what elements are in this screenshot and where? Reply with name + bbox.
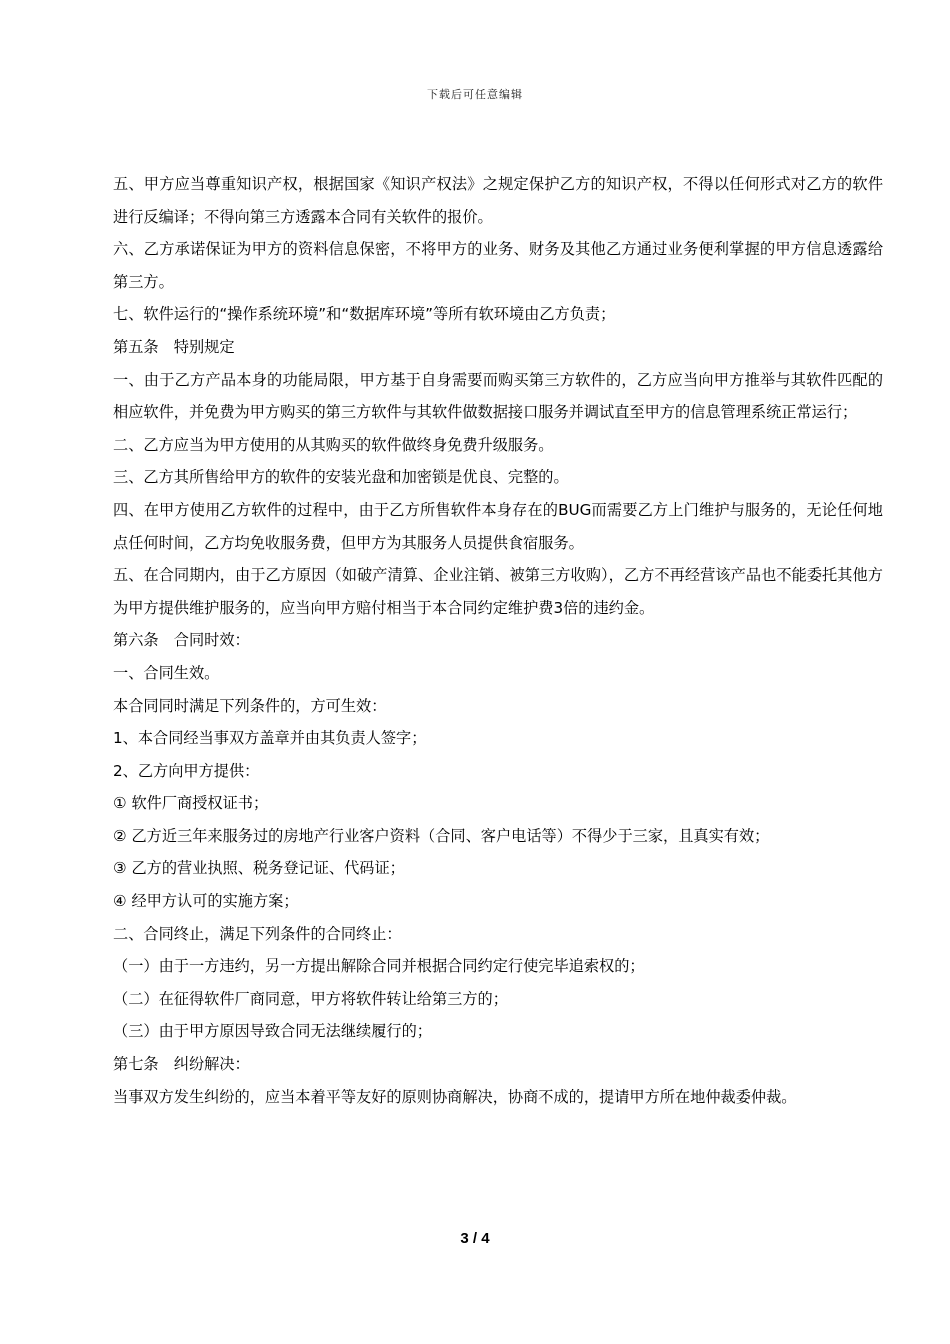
section-heading-article-7: 第七条 纠纷解决： bbox=[113, 1055, 250, 1074]
paragraph-effective-conditions: 本合同同时满足下列条件的，方可生效： bbox=[113, 696, 387, 715]
list-item-termination-1: （一）由于一方违约，另一方提出解除合同并根据合同约定行使完毕追索权的； bbox=[113, 957, 645, 976]
list-item-client-references: ② 乙方近三年来服务过的房地产行业客户资料（合同、客户电话等）不得少于三家，且真实有效； bbox=[113, 826, 770, 845]
page-header: 下载后可任意编辑 bbox=[427, 88, 523, 101]
paragraph-penalty: 五、在合同期内，由于乙方原因（如破产清算、企业注销、被第三方收购），乙方不再经营该产品也不能委托其他方为甲方提供维护服务的，应当向甲方赔付相当于本合同约定维护费3倍的违约金。 bbox=[113, 566, 883, 617]
paragraph-contract-effective: 一、合同生效。 bbox=[113, 663, 220, 682]
paragraph-free-upgrade: 二、乙方应当为甲方使用的从其购买的软件做终身免费升级服务。 bbox=[113, 435, 554, 454]
list-item-authorization: ① 软件厂商授权证书； bbox=[113, 794, 269, 813]
paragraph-install-media: 三、乙方其所售给甲方的软件的安装光盘和加密锁是优良、完整的。 bbox=[113, 468, 569, 487]
paragraph-ip-rights: 五、甲方应当尊重知识产权，根据国家《知识产权法》之规定保护乙方的知识产权，不得以任何形式对乙方的软件进行反编译；不得向第三方透露本合同有关软件的报价。 bbox=[113, 175, 883, 226]
paragraph-third-party-software: 一、由于乙方产品本身的功能局限，甲方基于自身需要而购买第三方软件的，乙方应当向甲方推举与其软件匹配的相应软件，并免费为甲方购买的第三方软件与其软件做数据接口服务并调试直至甲方的信息管理系统正常运行； bbox=[113, 370, 883, 422]
paragraph-software-environment: 七、软件运行的“操作系统环境”和“数据库环境”等所有软环境由乙方负责； bbox=[113, 305, 616, 324]
list-item-termination-3: （三）由于甲方原因导致合同无法继续履行的； bbox=[113, 1022, 432, 1041]
list-item-termination-2: （二）在征得软件厂商同意，甲方将软件转让给第三方的； bbox=[113, 989, 508, 1008]
section-heading-article-6: 第六条 合同时效： bbox=[113, 631, 250, 650]
paragraph-dispute-resolution: 当事双方发生纠纷的，应当本着平等友好的原则协商解决，协商不成的，提请甲方所在地仲裁委仲裁。 bbox=[113, 1087, 797, 1106]
page-number: 3 / 4 bbox=[460, 1230, 490, 1247]
document-body bbox=[113, 168, 883, 1113]
paragraph-contract-termination: 二、合同终止，满足下列条件的合同终止： bbox=[113, 924, 402, 943]
list-item-implementation-plan: ④ 经甲方认可的实施方案； bbox=[113, 892, 299, 911]
paragraph-bug-service: 四、在甲方使用乙方软件的过程中，由于乙方所售软件本身存在的BUG而需要乙方上门维护与服务的，无论任何地点任何时间，乙方均免收服务费，但甲方为其服务人员提供食宿服务。 bbox=[113, 500, 883, 552]
paragraph-confidentiality: 六、乙方承诺保证为甲方的资料信息保密，不将甲方的业务、财务及其他乙方通过业务便利掌握的甲方信息透露给第三方。 bbox=[113, 240, 883, 291]
section-heading-article-5: 第五条 特别规定 bbox=[113, 337, 235, 356]
paragraph-condition-2: 2、乙方向甲方提供： bbox=[113, 761, 260, 780]
paragraph-condition-1: 1、本合同经当事双方盖章并由其负责人签字； bbox=[113, 729, 427, 748]
list-item-business-license: ③ 乙方的营业执照、税务登记证、代码证； bbox=[113, 859, 405, 878]
